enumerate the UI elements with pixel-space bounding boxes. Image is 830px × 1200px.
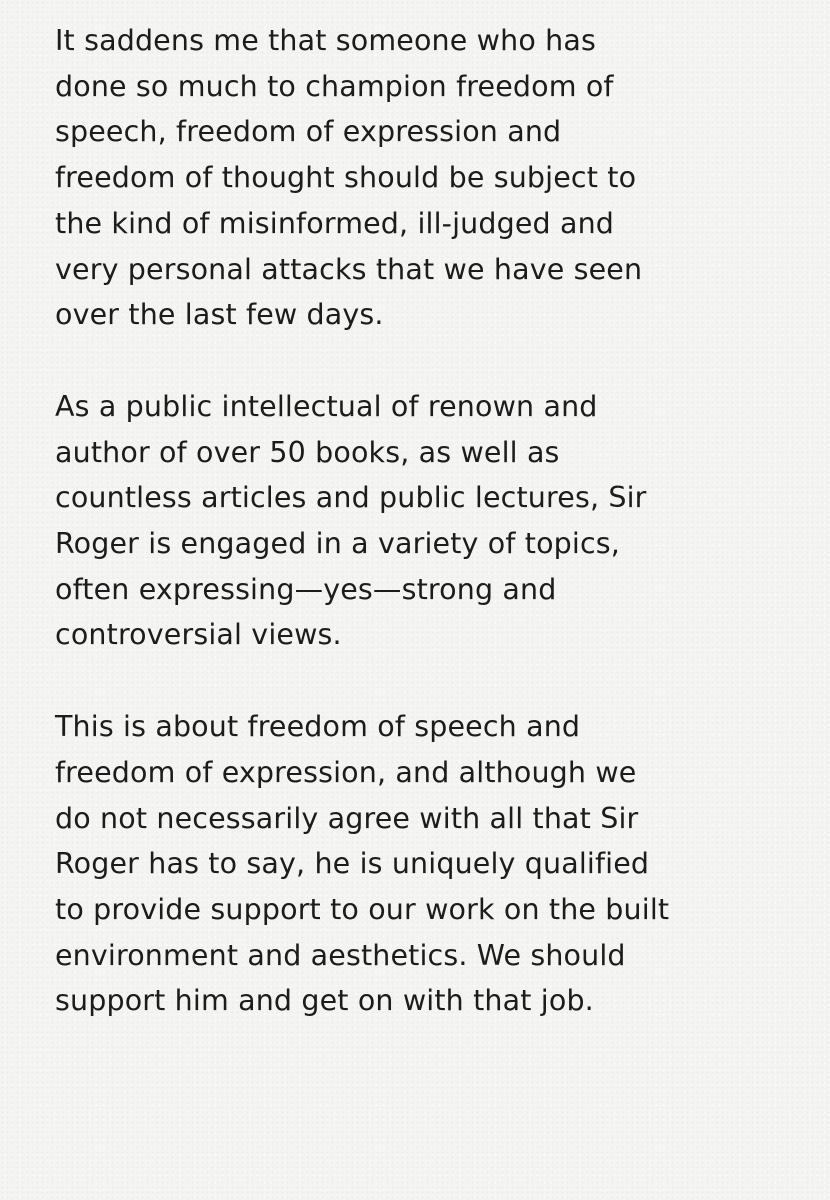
text-line: Roger has to say, he is uniquely qualified bbox=[55, 847, 650, 881]
text-line: over the last few days. bbox=[55, 298, 384, 332]
text-line: author of over 50 books, as well as bbox=[55, 435, 560, 469]
text-line: freedom of thought should be subject to bbox=[55, 161, 637, 195]
text-line: speech, freedom of expression and bbox=[55, 115, 562, 149]
text-line: Roger is engaged in a variety of topics, bbox=[55, 527, 621, 561]
text-line: often expressing—yes—strong and bbox=[55, 572, 557, 606]
paragraph-2 bbox=[55, 384, 800, 658]
text-line: to provide support to our work on the built bbox=[55, 892, 670, 926]
note-body bbox=[55, 18, 800, 1070]
text-line: It saddens me that someone who has bbox=[55, 24, 596, 57]
text-line: done so much to champion freedom of bbox=[55, 69, 614, 103]
text-line: countless articles and public lectures, Sir bbox=[55, 481, 647, 515]
text-line: support him and get on with that job. bbox=[55, 984, 594, 1018]
text-line: very personal attacks that we have seen bbox=[55, 252, 643, 286]
text-line: This is about freedom of speech and bbox=[55, 710, 581, 744]
text-line: the kind of misinformed, ill-judged and bbox=[55, 206, 615, 240]
text-line: controversial views. bbox=[55, 618, 342, 652]
text-line: environment and aesthetics. We should bbox=[55, 938, 626, 972]
text-line: freedom of expression, and although we bbox=[55, 755, 637, 789]
paragraph-1 bbox=[55, 18, 800, 338]
paragraph-3 bbox=[55, 704, 800, 1024]
text-line: As a public intellectual of renown and bbox=[55, 389, 598, 423]
text-line: do not necessarily agree with all that Sir bbox=[55, 801, 639, 835]
